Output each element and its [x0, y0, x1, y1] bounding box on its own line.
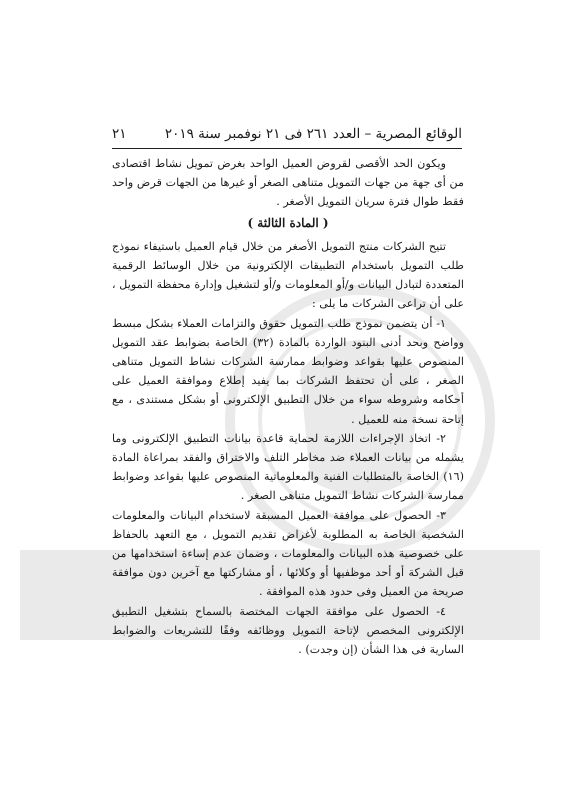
article-item-2: ٢- اتخاذ الإجراءات اللازمة لحماية قاعدة بيانات التطبيق الإلكترونى وما يشمله من بيانات العملاء ضد مخاطر التلف والاختراق والفقد بمراعاة المادة (١٦) الخاصة بالمتطلبات الفنية والمعلوماتية المنصوص عليها بقواعد وضوابط ممارسة الشركات نشاط التمويل متناهى الصغر . [112, 431, 464, 503]
article-item-1: ١- أن يتضمن نموذج طلب التمويل حقوق والتزامات العملاء بشكل مبسط وواضح وبحد أدنى البنود الواردة بالمادة (٣٢) الخاصة بضوابط عقد التمويل المنصوص عليها بقواعد وضوابط ممارسة الشركات نشاط التمويل متناهى الصغر ، على أن تحتفظ الشركات بما يفيد إطلاع وموافقة العميل على أحكامه وشروطه سواء من خلال التطبيق الإلكترونى أو بشكل مستندى ، مع إتاحة نسخة منه للعميل . [112, 316, 465, 426]
article-intro-paragraph: تتيح الشركات منتج التمويل الأصغر من خلال قيام العميل باستيفاء نموذج طلب التمويل باستخدام التطبيقات الإلكترونية من خلال الوسائط الرقمية المتعددة لتبادل البيانات و/أو المعلومات و/أو لتشغيل وإدارة محفظة التمويل ، على أن تراعى الشركات ما يلى : [112, 239, 464, 311]
header-rule [112, 148, 462, 149]
page-number: ٢١ [112, 126, 127, 142]
intro-paragraph: ويكون الحد الأقصى لقروض العميل الواحد بغرض تمويل نشاط اقتصادى من أى جهة من جهات التمويل متناهى الصغر أو غيرها من الجهات قرض واحد فقط طوال فترة سريان التمويل الأصغر . [112, 157, 464, 209]
article-item-4: ٤- الحصول على موافقة الجهات المختصة بالسماح بتشغيل التطبيق الإلكترونى المخصص لإتاحة التمويل ووظائفه وفقًا للتشريعات والضوابط السارية فى هذا الشأن (إن وجدت) . [112, 604, 464, 657]
article-item-3: ٣- الحصول على موافقة العميل المسبقة لاستخدام البيانات والمعلومات الشخصية الخاصة به المطلوبة لأغراض تقديم التمويل ، مع التعهد بالحفاظ على خصوصية هذه البيانات والمعلومات ، وضمان عدم إساءة استخدامها من قبل الشركة أو أحد موظفيها أو وكلائها ، أو مشاركتها مع آخرين دون موافقة صريحة من العميل وفى حدود هذه الموافقة . [112, 508, 464, 599]
document-body [112, 154, 464, 659]
page-header [112, 122, 462, 146]
issue-line: الوقائع المصرية – العدد ٢٦١ فى ٢١ نوفمبر سنة ٢٠١٩ [164, 126, 462, 142]
article-heading: ( المادة الثالثة ) [247, 215, 329, 230]
